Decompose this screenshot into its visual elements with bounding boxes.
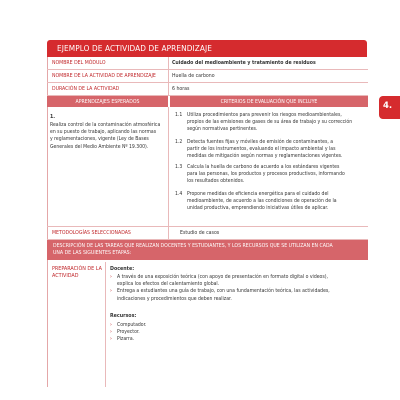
list-item <box>110 329 230 336</box>
criterion-number: 1.4 <box>175 191 183 197</box>
chevron-right-icon: › <box>110 288 112 295</box>
learning-line: Realiza control de la contaminación atmosférica <box>50 122 161 128</box>
learning-outcome <box>50 122 166 151</box>
column-divider <box>105 262 106 387</box>
criterion-line: propios de las emisiones de gases de su área de trabajo y su corrección <box>187 119 353 126</box>
criterion-line: según normativas pertinentes. <box>187 126 258 133</box>
stage-label-line: PREPARACIÓN DE LA <box>52 266 102 272</box>
criterion-line: medidas de mitigación según normas y reglamentaciones vigentes. <box>187 153 343 160</box>
row-module <box>47 57 368 70</box>
criterion-line: Utiliza procedimientos para prevenir los riesgos medioambientales, <box>187 112 342 118</box>
chevron-right-icon: › <box>110 329 112 336</box>
learning-number: 1. <box>50 114 56 120</box>
description-line: DESCRIPCIÓN DE LAS TAREAS QUE REALIZAN DOCENTES Y ESTUDIANTES, Y LOS RECURSOS QUE SE UTILIZAN EN CADA <box>53 242 333 249</box>
column-divider <box>168 70 169 82</box>
column-divider <box>168 227 169 239</box>
row-methodology <box>47 226 368 240</box>
list-item <box>110 288 365 302</box>
list-item <box>110 274 365 288</box>
activity-name-label: NOMBRE DE LA ACTIVIDAD DE APRENDIZAJE <box>52 73 156 79</box>
teacher-title: Docente: <box>110 266 135 272</box>
learning-line: y reglamentaciones, vigente (Ley de Bases <box>50 136 149 143</box>
stage-label-line: ACTIVIDAD <box>52 273 79 280</box>
resources-title: Recursos: <box>110 313 137 319</box>
criterion-number: 1.3 <box>175 164 183 170</box>
description-band <box>47 240 368 260</box>
activity-title-bar <box>47 40 367 57</box>
stage-label <box>52 266 102 280</box>
list-item <box>110 336 230 343</box>
criterion-line: Detecta fuentes fijas y móviles de emisión de contaminantes, a <box>187 139 334 145</box>
list-item-line: Entrega a estudiantes una guía de trabajo, con una fundamentación teórica, las actividades, <box>117 288 330 295</box>
chevron-right-icon: › <box>110 274 112 280</box>
resource-item: Computador. <box>117 322 147 328</box>
learning-line: en su puesto de trabajo, aplicando las normas <box>50 129 157 136</box>
column-divider <box>168 83 169 95</box>
chapter-tab <box>379 96 400 119</box>
chevron-right-icon: › <box>110 322 112 328</box>
module-label: NOMBRE DEL MÓDULO <box>52 60 106 66</box>
chevron-right-icon: › <box>110 336 112 343</box>
description-line: UNA DE LAS SIGUIENTES ETAPAS: <box>53 249 132 256</box>
criterion-line: Propone medidas de eficiencia energética para el cuidado del <box>187 191 329 197</box>
criteria-header-text: CRITERIOS DE EVALUACIÓN QUE INCLUYE <box>220 98 318 105</box>
row-activity-name <box>47 70 368 83</box>
learning-line: Generales del Medio Ambiente Nº 19.300). <box>50 143 149 150</box>
learning-header-text: APRENDIZAJES ESPERADOS <box>75 98 140 105</box>
criteria-header <box>170 96 368 107</box>
resource-item: Pizarra. <box>117 336 135 343</box>
chapter-number: 4. <box>383 101 393 111</box>
methodology-label: METODOLOGÍAS SELECCIONADAS <box>52 230 131 236</box>
activity-name-value: Huella de carbono <box>172 73 215 79</box>
list-item <box>110 322 230 329</box>
resource-item: Proyector. <box>117 329 140 336</box>
criterion-line: medioambiente, de acuerdo a las condiciones de operación de la <box>187 198 337 205</box>
criterion-number: 1.2 <box>175 139 183 145</box>
column-divider <box>168 107 169 226</box>
resources-list <box>110 322 230 344</box>
criterion-line: partir de los instrumentos, evaluando el impacto ambiental y las <box>187 146 336 153</box>
activity-title: EJEMPLO DE ACTIVIDAD DE APRENDIZAJE <box>57 43 213 53</box>
criterion-line: unidad productiva, emprendiendo iniciativas útiles de aplicar. <box>187 205 329 212</box>
criterion-number: 1.1 <box>175 112 183 118</box>
learning-header <box>47 96 168 107</box>
row-duration <box>47 83 368 96</box>
criterion-line: los resultados obtenidos. <box>187 178 245 185</box>
list-item-line: indicaciones y procedimientos que deben realizar. <box>117 295 232 302</box>
list-item-line: explica los efectos del calentamiento global. <box>117 281 220 288</box>
duration-label: DURACIÓN DE LA ACTIVIDAD <box>52 86 120 92</box>
criterion-line: Calcula la huella de carbono de acuerdo a los estándares vigentes <box>187 164 340 170</box>
module-value: Cuidado del medioambiente y tratamiento de residuos <box>172 60 316 66</box>
methodology-value: Estudio de casos <box>180 230 220 236</box>
teacher-list <box>110 274 365 303</box>
criterion-line: para las personas, los productos y procesos productivos, informando <box>187 171 345 178</box>
column-divider <box>168 57 169 69</box>
list-item-line: A través de una exposición teórica (con apoyo de presentación en formato digital o videos), <box>117 274 328 280</box>
duration-value: 6 horas <box>172 86 190 92</box>
